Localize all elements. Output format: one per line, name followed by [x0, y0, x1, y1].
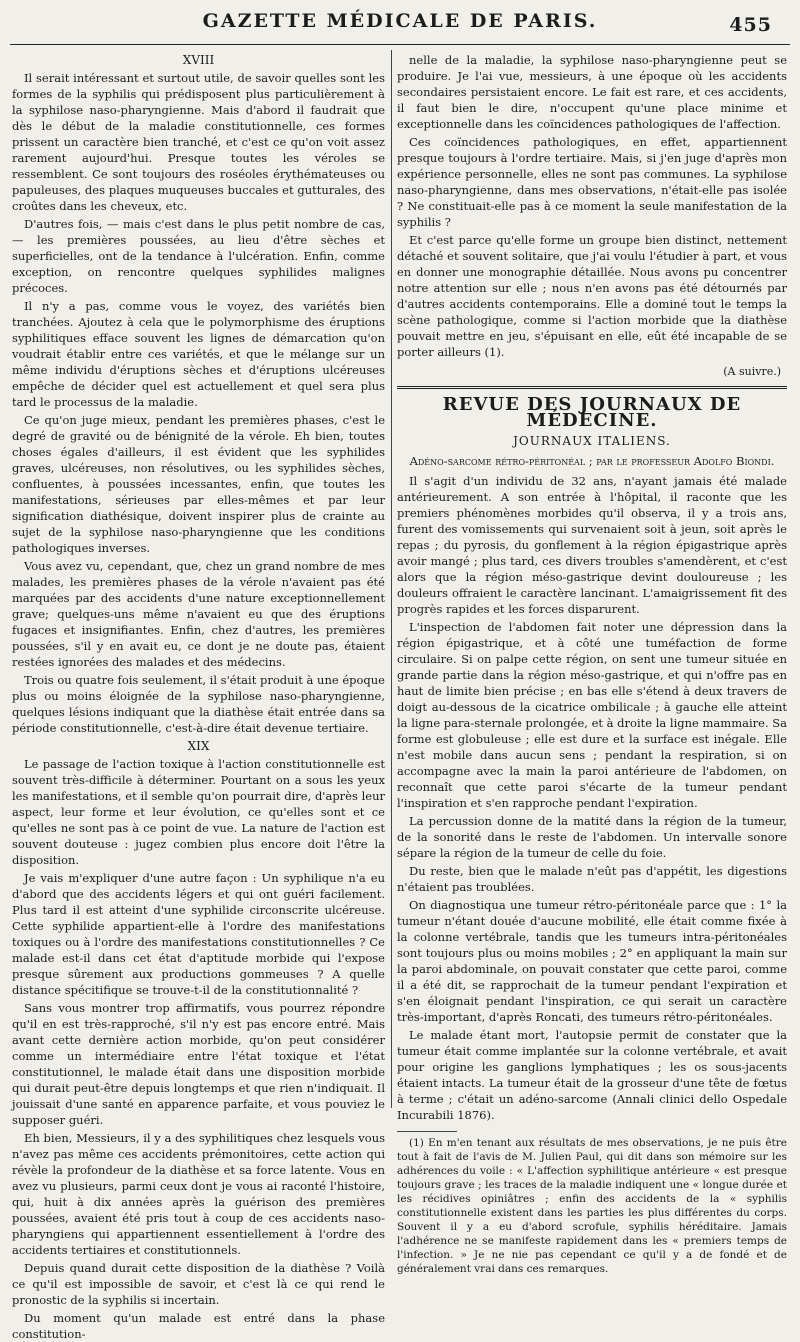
left-column — [12, 52, 385, 1341]
paragraph: On diagnostiqua une tumeur rétro-péritonéale parce que : 1° la tumeur n'étant douée d'aucune mobilité, elle était comme fixée à la colonne vertébrale, tandis que les tumeurs intra-péritonéales sont toujours plus ou moins mobiles ; 2° en appliquant la main sur la paroi abdominale, on pouvait constater que cette paroi, comme il a été dit, se rapprochait de la tumeur pendant l'expiration et s'en éloignait pendant l'inspiration, ce qui serait un caractère très-important, d'après Roncati, des tumeurs rétro-péritonéales. — [397, 898, 787, 1024]
section-double-rule — [397, 386, 787, 389]
paragraph: La percussion donne de la matité dans la région de la tumeur, de la sonorité dans le reste de l'abdomen. Un intervalle sonore sépare la région de la tumeur de celle du foie. — [397, 814, 787, 860]
column-divider — [391, 50, 392, 1108]
paragraph: Du reste, bien que le malade n'eût pas d'appétit, les digestions n'étaient pas troublées. — [397, 864, 787, 894]
paragraph: Le passage de l'action toxique à l'action constitutionnelle est souvent très-difficile à déterminer. Pourtant on a sous les yeux les manifestations, et il semble qu'on pourrait dire, d'après leur aspect, leur forme et leur évolution, ce qu'elles sont et ce qu'elles ne sont pas à ce point de vue. La nature de l'action est souvent douteuse : jugez combien plus encore doit l'être la disposition. — [12, 757, 385, 867]
paragraph: Ces coïncidences pathologiques, en effet, appartiennent presque toujours à l'ordre tertiaire. Mais, si j'en juge d'après mon expérience personnelle, elles ne sont pas communes. La syphilose naso-pharyngienne, dans mes observations, n'était-elle pas isolée ? Ne constituait-elle pas à ce moment la seule manifestation de la syphilis ? — [397, 135, 787, 229]
paragraph: Le malade étant mort, l'autopsie permit de constater que la tumeur était comme implantée sur la colonne vertébrale, et avait pour origine les ganglions lymphatiques ; les os sous-jacents étaient intacts. La tumeur était de la grosseur d'une tête de fœtus à terme ; c'était un adéno-sarcome (Annali clinici dello Ospedale Incurabili 1876). — [397, 1028, 787, 1122]
header-rule — [10, 44, 790, 45]
paragraph: Ce qu'on juge mieux, pendant les premières phases, c'est le degré de gravité ou de bénignité de la vérole. Eh bien, toutes choses égales d'ailleurs, il est évident que les syphilides graves, ulcéreuses, non résolutives, ou les syphilides sèches, confluentes, à poussées incessantes, enfin, que toutes les manifestations, sérieuses par elles-mêmes et par leur signification diathésique, doivent inspirer plus de crainte au sujet de la syphilose naso-pharyngienne que les conditions pathologiques inverses. — [12, 413, 385, 555]
paragraph: Depuis quand durait cette disposition de la diathèse ? Voilà ce qu'il est impossible de savoir, et c'est là ce qui rend le pronostic de la syphilis si incertain. — [12, 1261, 385, 1307]
paragraph: Vous avez vu, cependant, que, chez un grand nombre de mes malades, les premières phases de la vérole n'avaient pas été marquées par des accidents d'une nature exceptionnellement grave; quelques-uns même n'avaient eu que des éruptions fugaces et insignifiantes. Enfin, chez d'autres, les premières poussées, s'il y en avait eu, ce dont je ne doute pas, étaient restées ignorées des malades et des médecins. — [12, 559, 385, 669]
footnote-rule — [397, 1131, 457, 1132]
paragraph: L'inspection de l'abdomen fait noter une dépression dans la région épigastrique, et à côté une tuméfaction de forme circulaire. Si on palpe cette région, on sent une tumeur située en grande partie dans la région méso-gastrique, et qui n'offre pas en haut de limite bien précise ; en bas elle s'étend à deux travers de doigt au-dessous de la cicatrice ombilicale ; à gauche elle atteint la ligne para-sternale prolongée, et à droite la ligne mammaire. Sa forme est globuleuse ; elle est dure et la surface est inégale. Elle n'est mobile dans aucun sens ; pendant la respiration, si on accompagne avec la main la paroi antérieure de l'abdomen, on reconnaît que cette paroi s'écarte de la tumeur pendant l'inspiration et s'en rapproche pendant l'expiration. — [397, 620, 787, 810]
section-subtitle: JOURNAUX ITALIENS. — [513, 434, 671, 448]
paragraph: Il s'agit d'un individu de 32 ans, n'ayant jamais été malade antérieurement. A son entrée à l'hôpital, il raconte que les premiers phénomènes morbides qu'il observa, il y a trois ans, furent des vomissements qui survenaient soit à jeun, soit après le repas ; du pyrosis, du gonflement à la région épigastrique après avoir mangé ; plus tard, ces divers troubles s'amendèrent, et c'est alors que la région méso-gastrique devint douloureuse ; les douleurs offraient le caractère lancinant. L'amaigrissement fit des progrès rapides et les forces disparurent. — [397, 474, 787, 616]
footnote: (1) En m'en tenant aux résultats de mes observations, je ne puis être tout à fait de l'avis de M. Julien Paul, qui dit dans son mémoire sur les adhérences du voile : « L'affection syphilitique antérieure « est presque toujours grave ; les traces de la maladie indiquent une « longue durée et les récidives opiniâtres ; enfin des accidents de la « syphilis constitutionnelle existent dans les parties les plus différentes du corps. Souvent il y a eu d'abord scrofule, syphilis héréditaire. Jamais l'adhérence ne se manifeste rapidement dans les « premiers temps de l'infection. » Je ne nie pas cependant ce qu'il y a de fondé et de généralement vrai dans ces remarques. — [397, 1137, 787, 1275]
page-header — [0, 10, 800, 38]
paragraph: Je vais m'expliquer d'une autre façon : Un syphilique n'a eu d'abord que des accidents légers et qui ont guéri facilement. Plus tard il est atteint d'une syphilide circonscrite ulcéreuse. Cette syphilide appartient-elle à l'ordre des manifestations toxiques ou à l'ordre des manifestations constitutionnelles ? Ce malade est-il dans cet état d'aptitude morbide qui l'expose presque sûrement aux productions gommeuses ? A quelle distance spécitifique se trouve-t-il de la constitutionnalité ? — [12, 871, 385, 997]
page-number: 455 — [729, 14, 772, 36]
paragraph: Trois ou quatre fois seulement, il s'était produit à une époque plus ou moins éloignée de la syphilose naso-pharyngienne, quelques lésions indiquant que la diathèse était entrée dans sa période constitutionnelle, c'est-à-dire était devenue tertiaire. — [12, 673, 385, 735]
section-number-xix: XIX — [187, 739, 210, 753]
right-column — [397, 52, 787, 1275]
paragraph: D'autres fois, — mais c'est dans le plus petit nombre de cas, — les premières poussées, au lieu d'être sèches et superficielles, ont de la tendance à l'ulcération. Enfin, comme exception, on rencontre quelques syphilides malignes précoces. — [12, 217, 385, 295]
journal-title: GAZETTE MÉDICALE DE PARIS. — [202, 10, 598, 32]
paragraph: Il n'y a pas, comme vous le voyez, des variétés bien tranchées. Ajoutez à cela que le polymorphisme des éruptions syphilitiques efface souvent les lignes de démarcation qu'on voudrait établir entre ces variétés, et que le mélange sur un même individu d'éruptions sèches et d'éruptions ulcéreuses empêche de décider quel est actuellement et quel sera plus tard le processus de la maladie. — [12, 299, 385, 409]
paragraph: Il serait intéressant et surtout utile, de savoir quelles sont les formes de la syphilis qui prédisposent plus particulièrement à la syphilose naso-pharyngienne. Mais d'abord il faudrait que dès le début de la maladie constitutionnelle, ces formes prissent un caractère bien tranché, et c'est ce qu'on voit assez rarement aujourd'hui. Presque toutes les véroles se ressemblent. Ce sont toujours des roséoles érythémateuses ou papuleuses, des plaques muqueuses buccales et gutturales, des croûtes dans les cheveux, etc. — [12, 71, 385, 213]
article-title: Adéno-sarcome rétro-péritonéal ; par le professeur Adolfo Biondi. — [409, 454, 775, 468]
to-be-continued: (A suivre.) — [723, 365, 781, 378]
paragraph: nelle de la maladie, la syphilose naso-pharyngienne peut se produire. Je l'ai vue, messieurs, à une époque où les accidents secondaires persistaient encore. Le fait est rare, et ces accidents, il faut bien le dire, n'occupent qu'une place minime et exceptionnelle dans les coïncidences pathologiques de l'affection. — [397, 53, 787, 131]
section-number-xviii: XVIII — [182, 53, 215, 67]
paragraph: Et c'est parce qu'elle forme un groupe bien distinct, nettement détaché et souvent solitaire, que j'ai voulu l'étudier à part, et vous en donner une monographie détaillée. Nous avons pu concentrer notre attention sur elle ; nous n'en avons pas été détournés par d'autres accidents contemporains. Elle a dominé tout le temps la scène pathologique, comme si l'action morbide que la diathèse pouvait mettre en jeu, s'épuisant en elle, eût été incapable de se porter ailleurs (1). — [397, 233, 787, 359]
paragraph: Eh bien, Messieurs, il y a des syphilitiques chez lesquels vous n'avez pas même ces accidents prémonitoires, cette action qui révèle la profondeur de la diathèse et sa force latente. Vous en avez vu plusieurs, parmi ceux dont je vous ai raconté l'histoire, qui, huit à dix années après la guérison des premières poussées, avaient été pris tout à coup de ces accidents naso-pharyngiens qui appartiennent essentiellement à l'ordre des accidents tertiaires et constitutionnels. — [12, 1131, 385, 1257]
paragraph: Sans vous montrer trop affirmatifs, vous pourrez répondre qu'il en est très-rapproché, s'il n'y est pas encore entré. Mais avant cette dernière action morbide, qu'on peut considérer comme un intermédiaire entre l'état toxique et l'état constitutionnel, le malade était dans une disposition morbide qui durait peut-être depuis longtemps et que rien n'indiquait. Il jouissait d'une santé en apparence parfaite, et vous pouviez le supposer guéri. — [12, 1001, 385, 1127]
section-title: REVUE DES JOURNAUX DE MÉDECINE. — [442, 394, 742, 431]
paragraph: Du moment qu'un malade est entré dans la phase constitution- — [12, 1311, 385, 1341]
